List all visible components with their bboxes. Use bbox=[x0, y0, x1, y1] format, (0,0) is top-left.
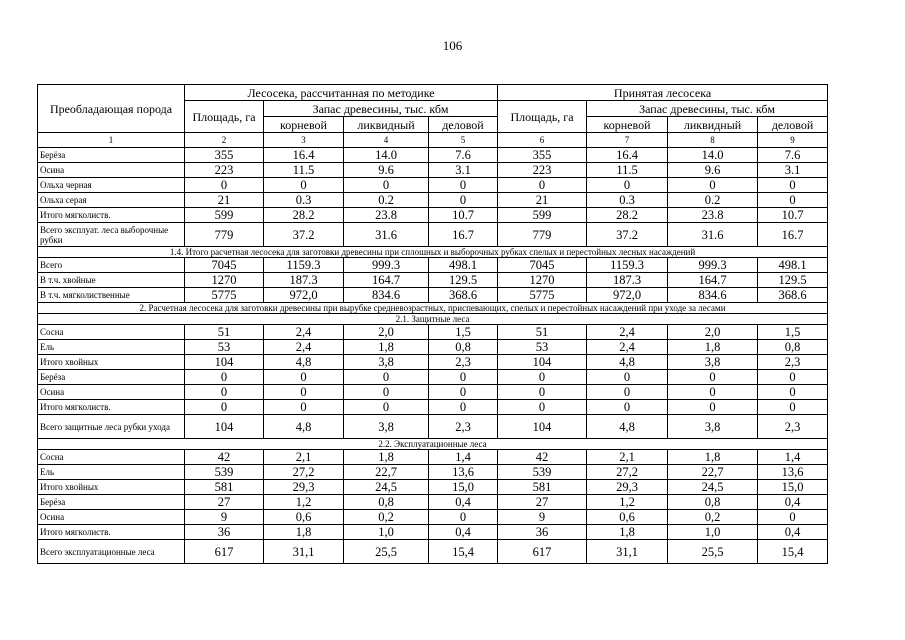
section-title-row bbox=[38, 303, 828, 314]
table-cell: 0 bbox=[185, 178, 264, 193]
table-cell: 0 bbox=[587, 370, 668, 385]
table-cell: 0,4 bbox=[758, 495, 828, 510]
table-row bbox=[38, 540, 828, 564]
table-cell: 1,8 bbox=[264, 525, 344, 540]
table-cell: 2,0 bbox=[668, 325, 758, 340]
table-cell: 0,2 bbox=[668, 510, 758, 525]
table-cell: 0 bbox=[758, 370, 828, 385]
table-cell: 2,3 bbox=[429, 355, 498, 370]
table-cell: 0,8 bbox=[668, 495, 758, 510]
row-label: В т.ч. хвойные bbox=[38, 273, 185, 288]
table-cell: 539 bbox=[498, 465, 587, 480]
table-cell: 779 bbox=[185, 223, 264, 247]
table-cell: 25,5 bbox=[668, 540, 758, 564]
header-liquid-method: ликвидный bbox=[344, 117, 429, 133]
table-cell: 2,1 bbox=[587, 450, 668, 465]
table-cell: 2,4 bbox=[587, 325, 668, 340]
table-cell: 617 bbox=[498, 540, 587, 564]
table-cell: 1,8 bbox=[668, 450, 758, 465]
header-business-method: деловой bbox=[429, 117, 498, 133]
table-cell: 539 bbox=[185, 465, 264, 480]
table-row bbox=[38, 525, 828, 540]
table-cell: 2,4 bbox=[264, 340, 344, 355]
table-cell: 498.1 bbox=[758, 258, 828, 273]
table-cell: 21 bbox=[498, 193, 587, 208]
table-cell: 0 bbox=[344, 400, 429, 415]
table-cell: 0 bbox=[185, 400, 264, 415]
table-cell: 0,2 bbox=[344, 510, 429, 525]
table-cell: 1,0 bbox=[344, 525, 429, 540]
row-label: Всего защитные леса рубки ухода bbox=[38, 415, 185, 439]
table-cell: 599 bbox=[498, 208, 587, 223]
table-cell: 51 bbox=[185, 325, 264, 340]
table-row bbox=[38, 163, 828, 178]
table-cell: 14.0 bbox=[668, 148, 758, 163]
table-row bbox=[38, 223, 828, 247]
table-row bbox=[38, 325, 828, 340]
row-label: Итого хвойных bbox=[38, 480, 185, 495]
row-label: Всего bbox=[38, 258, 185, 273]
table-cell: 972,0 bbox=[264, 288, 344, 303]
header-species: Преобладающая порода bbox=[38, 85, 185, 133]
table-row bbox=[38, 148, 828, 163]
table-row bbox=[38, 450, 828, 465]
header-area-accepted: Площадь, га bbox=[498, 101, 587, 133]
section-title-row bbox=[38, 314, 828, 325]
table-cell: 22,7 bbox=[668, 465, 758, 480]
section-title-row bbox=[38, 247, 828, 258]
table-cell: 22,7 bbox=[344, 465, 429, 480]
table-cell: 0 bbox=[758, 400, 828, 415]
table-cell: 31.6 bbox=[344, 223, 429, 247]
table-cell: 834.6 bbox=[668, 288, 758, 303]
row-label: Ольха серая bbox=[38, 193, 185, 208]
table-cell: 0 bbox=[264, 178, 344, 193]
table-cell: 3,8 bbox=[344, 415, 429, 439]
table-row bbox=[38, 480, 828, 495]
table-cell: 53 bbox=[498, 340, 587, 355]
header-business-accepted: деловой bbox=[758, 117, 828, 133]
column-number: 4 bbox=[344, 133, 429, 148]
table-cell: 223 bbox=[185, 163, 264, 178]
table-cell: 23.8 bbox=[668, 208, 758, 223]
table-cell: 164.7 bbox=[344, 273, 429, 288]
column-number: 2 bbox=[185, 133, 264, 148]
column-number: 3 bbox=[264, 133, 344, 148]
table-cell: 1159.3 bbox=[264, 258, 344, 273]
table-cell: 0,8 bbox=[429, 340, 498, 355]
table-cell: 0 bbox=[429, 385, 498, 400]
table-cell: 0 bbox=[758, 178, 828, 193]
table-cell: 0 bbox=[587, 178, 668, 193]
table-cell: 999.3 bbox=[668, 258, 758, 273]
table-row bbox=[38, 208, 828, 223]
row-label: Берёза bbox=[38, 495, 185, 510]
row-label: Ель bbox=[38, 340, 185, 355]
table-cell: 7.6 bbox=[758, 148, 828, 163]
table-cell: 4,8 bbox=[587, 355, 668, 370]
table-cell: 3,8 bbox=[668, 355, 758, 370]
table-cell: 1,2 bbox=[264, 495, 344, 510]
table-cell: 187.3 bbox=[264, 273, 344, 288]
table-cell: 498.1 bbox=[429, 258, 498, 273]
table-cell: 0 bbox=[498, 370, 587, 385]
table-cell: 27,2 bbox=[264, 465, 344, 480]
table-cell: 10.7 bbox=[429, 208, 498, 223]
table-cell: 0,4 bbox=[429, 495, 498, 510]
table-row bbox=[38, 385, 828, 400]
table-cell: 7.6 bbox=[429, 148, 498, 163]
table-cell: 0 bbox=[429, 370, 498, 385]
table-cell: 187.3 bbox=[587, 273, 668, 288]
table-cell: 0 bbox=[185, 370, 264, 385]
table-cell: 29,3 bbox=[587, 480, 668, 495]
table-cell: 4,8 bbox=[264, 355, 344, 370]
table-row bbox=[38, 355, 828, 370]
table-cell: 31,1 bbox=[587, 540, 668, 564]
table-cell: 104 bbox=[185, 415, 264, 439]
table-cell: 24,5 bbox=[344, 480, 429, 495]
table-cell: 16.7 bbox=[758, 223, 828, 247]
row-label: Итого хвойных bbox=[38, 355, 185, 370]
table-cell: 999.3 bbox=[344, 258, 429, 273]
table-cell: 27 bbox=[185, 495, 264, 510]
table-cell: 2,3 bbox=[429, 415, 498, 439]
row-label: Всего эксплуат. леса выборочные рубки bbox=[38, 223, 185, 247]
table-cell: 1,8 bbox=[587, 525, 668, 540]
table-cell: 16.7 bbox=[429, 223, 498, 247]
table-cell: 1,8 bbox=[668, 340, 758, 355]
table-cell: 0 bbox=[264, 400, 344, 415]
table-cell: 9 bbox=[498, 510, 587, 525]
table-cell: 0,4 bbox=[429, 525, 498, 540]
table-cell: 164.7 bbox=[668, 273, 758, 288]
table-cell: 0.2 bbox=[344, 193, 429, 208]
table-cell: 13,6 bbox=[429, 465, 498, 480]
table-cell: 0,8 bbox=[344, 495, 429, 510]
table-cell: 0 bbox=[668, 370, 758, 385]
table-cell: 0 bbox=[429, 178, 498, 193]
row-label: Всего эксплуатационные леса bbox=[38, 540, 185, 564]
table-cell: 779 bbox=[498, 223, 587, 247]
table-cell: 9.6 bbox=[668, 163, 758, 178]
table-cell: 1,5 bbox=[758, 325, 828, 340]
table-cell: 16.4 bbox=[587, 148, 668, 163]
table-cell: 13,6 bbox=[758, 465, 828, 480]
table-cell: 0.2 bbox=[668, 193, 758, 208]
page-number: 106 bbox=[442, 38, 463, 53]
table-cell: 129.5 bbox=[429, 273, 498, 288]
table-cell: 972,0 bbox=[587, 288, 668, 303]
table-cell: 581 bbox=[185, 480, 264, 495]
table-cell: 53 bbox=[185, 340, 264, 355]
table-row bbox=[38, 465, 828, 480]
table-cell: 1,4 bbox=[758, 450, 828, 465]
table-cell: 15,0 bbox=[429, 480, 498, 495]
table-cell: 104 bbox=[498, 415, 587, 439]
header-stock-accepted: Запас древесины, тыс. кбм bbox=[587, 101, 828, 117]
row-label: Берёза bbox=[38, 370, 185, 385]
table-cell: 9 bbox=[185, 510, 264, 525]
header-group-method: Лесосека, рассчитанная по методике bbox=[185, 85, 498, 101]
table-cell: 31,1 bbox=[264, 540, 344, 564]
table-cell: 1270 bbox=[185, 273, 264, 288]
table-row bbox=[38, 415, 828, 439]
row-label: Ель bbox=[38, 465, 185, 480]
section-title: 2.2. Эксплуатационные леса bbox=[38, 439, 828, 450]
table-cell: 27 bbox=[498, 495, 587, 510]
table-cell: 0 bbox=[758, 385, 828, 400]
row-label: Осина bbox=[38, 510, 185, 525]
row-label: Сосна bbox=[38, 450, 185, 465]
table-cell: 0 bbox=[344, 178, 429, 193]
table-row bbox=[38, 288, 828, 303]
table-cell: 0 bbox=[587, 385, 668, 400]
table-cell: 0 bbox=[668, 385, 758, 400]
table-cell: 24,5 bbox=[668, 480, 758, 495]
column-number: 8 bbox=[668, 133, 758, 148]
table-cell: 0 bbox=[264, 385, 344, 400]
row-label: Ольха черная bbox=[38, 178, 185, 193]
table-cell: 2,4 bbox=[264, 325, 344, 340]
table-cell: 355 bbox=[185, 148, 264, 163]
table-cell: 2,3 bbox=[758, 355, 828, 370]
table-cell: 3,8 bbox=[668, 415, 758, 439]
table-cell: 11.5 bbox=[264, 163, 344, 178]
table-cell: 36 bbox=[185, 525, 264, 540]
table-cell: 51 bbox=[498, 325, 587, 340]
table-cell: 0 bbox=[429, 193, 498, 208]
header-stock-method: Запас древесины, тыс. кбм bbox=[264, 101, 498, 117]
table-cell: 37.2 bbox=[264, 223, 344, 247]
table-cell: 36 bbox=[498, 525, 587, 540]
section-title: 1.4. Итого расчетная лесосека для заготовки древесины при сплошных и выборочных рубках спелых и перестойных лесных насаждений bbox=[38, 247, 828, 258]
section-title: 2. Расчетная лесосека для заготовки древесины при вырубке средневозрастных, приспевающих, спелых и перестойных насаждений при уходе за лесами bbox=[38, 303, 828, 314]
row-label: Сосна bbox=[38, 325, 185, 340]
table-cell: 0,8 bbox=[758, 340, 828, 355]
row-label: Итого мягколиств. bbox=[38, 400, 185, 415]
table-cell: 0 bbox=[185, 385, 264, 400]
table-cell: 21 bbox=[185, 193, 264, 208]
table-cell: 10.7 bbox=[758, 208, 828, 223]
table-cell: 104 bbox=[498, 355, 587, 370]
table-cell: 129.5 bbox=[758, 273, 828, 288]
row-label: В т.ч. мягколиственные bbox=[38, 288, 185, 303]
table-cell: 834.6 bbox=[344, 288, 429, 303]
table-cell: 42 bbox=[185, 450, 264, 465]
header-root-accepted: корневой bbox=[587, 117, 668, 133]
table-cell: 0 bbox=[429, 400, 498, 415]
table-row bbox=[38, 273, 828, 288]
table-cell: 0 bbox=[344, 385, 429, 400]
table-row bbox=[38, 258, 828, 273]
table-cell: 1159.3 bbox=[587, 258, 668, 273]
table-cell: 23.8 bbox=[344, 208, 429, 223]
column-number-row bbox=[38, 133, 828, 148]
table-cell: 31.6 bbox=[668, 223, 758, 247]
row-label: Осина bbox=[38, 385, 185, 400]
table-cell: 0 bbox=[498, 385, 587, 400]
table-cell: 2,1 bbox=[264, 450, 344, 465]
table-cell: 15,4 bbox=[758, 540, 828, 564]
table-cell: 37.2 bbox=[587, 223, 668, 247]
table-cell: 14.0 bbox=[344, 148, 429, 163]
table-cell: 0 bbox=[758, 193, 828, 208]
table-cell: 0.3 bbox=[587, 193, 668, 208]
table-cell: 0,6 bbox=[587, 510, 668, 525]
table-row bbox=[38, 495, 828, 510]
table-cell: 0,4 bbox=[758, 525, 828, 540]
table-cell: 9.6 bbox=[344, 163, 429, 178]
table-cell: 0 bbox=[668, 178, 758, 193]
table-cell: 1,4 bbox=[429, 450, 498, 465]
table-cell: 3.1 bbox=[758, 163, 828, 178]
table-cell: 42 bbox=[498, 450, 587, 465]
section-title: 2.1. Защитные леса bbox=[38, 314, 828, 325]
table-row bbox=[38, 178, 828, 193]
table-cell: 0 bbox=[758, 510, 828, 525]
table-cell: 2,0 bbox=[344, 325, 429, 340]
section-title-row bbox=[38, 439, 828, 450]
table-cell: 7045 bbox=[185, 258, 264, 273]
table-row bbox=[38, 340, 828, 355]
table-cell: 0 bbox=[587, 400, 668, 415]
table-cell: 15,4 bbox=[429, 540, 498, 564]
header-area-method: Площадь, га bbox=[185, 101, 264, 133]
table-cell: 0 bbox=[344, 370, 429, 385]
row-label: Берёза bbox=[38, 148, 185, 163]
row-label: Итого мягколиств. bbox=[38, 525, 185, 540]
table-cell: 25,5 bbox=[344, 540, 429, 564]
table-row bbox=[38, 400, 828, 415]
table-cell: 15,0 bbox=[758, 480, 828, 495]
column-number: 6 bbox=[498, 133, 587, 148]
table-cell: 11.5 bbox=[587, 163, 668, 178]
column-number: 5 bbox=[429, 133, 498, 148]
table-cell: 5775 bbox=[498, 288, 587, 303]
table-cell: 3.1 bbox=[429, 163, 498, 178]
table-cell: 0 bbox=[498, 178, 587, 193]
lesoseka-table bbox=[37, 84, 828, 564]
table-cell: 223 bbox=[498, 163, 587, 178]
table-cell: 617 bbox=[185, 540, 264, 564]
header-liquid-accepted: ликвидный bbox=[668, 117, 758, 133]
column-number: 9 bbox=[758, 133, 828, 148]
table-cell: 0.3 bbox=[264, 193, 344, 208]
column-number: 1 bbox=[38, 133, 185, 148]
row-label: Осина bbox=[38, 163, 185, 178]
table-cell: 4,8 bbox=[587, 415, 668, 439]
table-cell: 104 bbox=[185, 355, 264, 370]
table-cell: 3,8 bbox=[344, 355, 429, 370]
table-cell: 0,6 bbox=[264, 510, 344, 525]
row-label: Итого мягколиств. bbox=[38, 208, 185, 223]
table-cell: 1,8 bbox=[344, 450, 429, 465]
column-number: 7 bbox=[587, 133, 668, 148]
table-cell: 1,5 bbox=[429, 325, 498, 340]
table-cell: 28.2 bbox=[264, 208, 344, 223]
table-cell: 27,2 bbox=[587, 465, 668, 480]
table-cell: 29,3 bbox=[264, 480, 344, 495]
table-row bbox=[38, 370, 828, 385]
table-cell: 28.2 bbox=[587, 208, 668, 223]
table-row bbox=[38, 193, 828, 208]
table-row bbox=[38, 510, 828, 525]
table-cell: 2,4 bbox=[587, 340, 668, 355]
table-cell: 368.6 bbox=[429, 288, 498, 303]
table-cell: 1,0 bbox=[668, 525, 758, 540]
table-cell: 5775 bbox=[185, 288, 264, 303]
table-cell: 1,8 bbox=[344, 340, 429, 355]
header-root-method: корневой bbox=[264, 117, 344, 133]
table-cell: 4,8 bbox=[264, 415, 344, 439]
table-cell: 16.4 bbox=[264, 148, 344, 163]
table-cell: 2,3 bbox=[758, 415, 828, 439]
table-cell: 1270 bbox=[498, 273, 587, 288]
table-cell: 7045 bbox=[498, 258, 587, 273]
table-cell: 581 bbox=[498, 480, 587, 495]
table-cell: 355 bbox=[498, 148, 587, 163]
table-cell: 0 bbox=[429, 510, 498, 525]
header-group-accepted: Принятая лесосека bbox=[498, 85, 828, 101]
table-cell: 0 bbox=[264, 370, 344, 385]
table-cell: 1,2 bbox=[587, 495, 668, 510]
table-cell: 368.6 bbox=[758, 288, 828, 303]
table-cell: 0 bbox=[668, 400, 758, 415]
table-cell: 0 bbox=[498, 400, 587, 415]
table-cell: 599 bbox=[185, 208, 264, 223]
